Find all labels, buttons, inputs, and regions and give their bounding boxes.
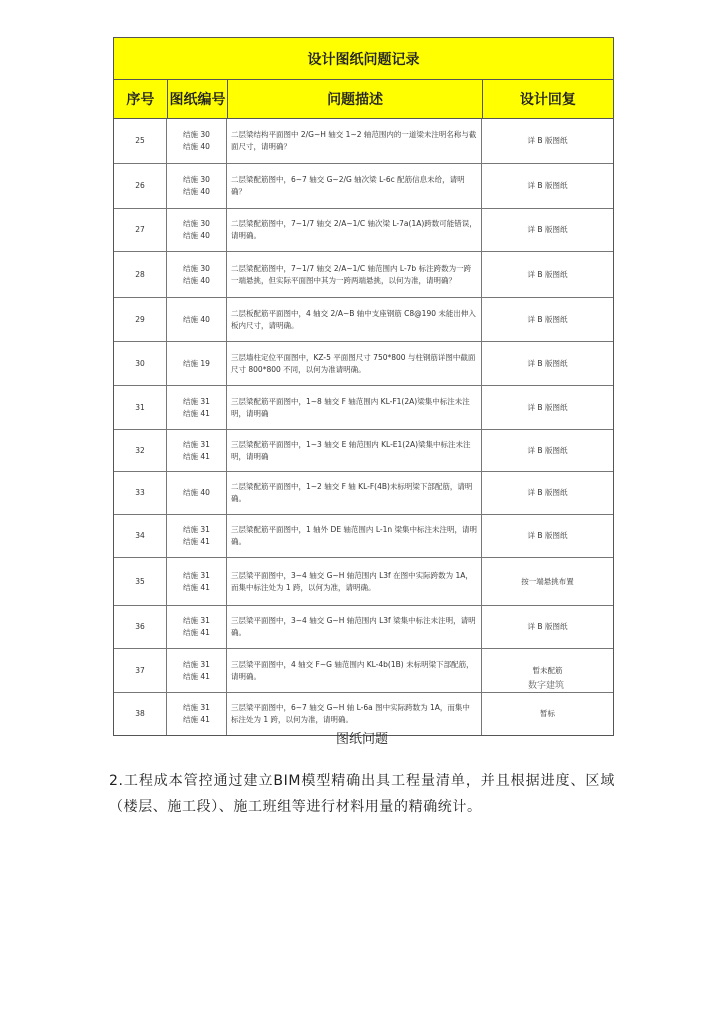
row-number: 28 <box>114 252 167 297</box>
table-body <box>114 119 613 735</box>
figure-caption: 图纸问题 <box>335 732 388 747</box>
row-number: 33 <box>114 472 167 514</box>
row-problem-description: 三层梁平面图中，4 轴交 F~G 轴范围内 KL-4b(1B) 未标明梁下部配筋，请明确。 <box>227 649 482 692</box>
drawing-code: 结施 41 <box>183 671 210 681</box>
row-design-reply: 详 B 版图纸 <box>527 622 568 632</box>
row-design-reply: 详 B 版图纸 <box>527 531 568 541</box>
row-drawing-number <box>167 298 227 341</box>
drawing-code: 结施 41 <box>183 582 210 592</box>
row-number: 34 <box>114 515 167 557</box>
row-design-reply: 按一端悬挑布置 <box>521 576 574 586</box>
table-row <box>114 386 613 430</box>
body-paragraph: 2.工程成本管控通过建立BIM模型精确出具工程量清单，并且根据进度、区域（楼层、施工段）、施工班组等进行材料用量的精确统计。 <box>109 773 615 815</box>
table-row <box>114 164 613 209</box>
row-problem-description: 二层板配筋平面图中，4 轴交 2/A~B 轴中支座钢筋 C8@190 未能出伸入板内尺寸，请明确。 <box>227 298 482 341</box>
row-problem-description: 二层梁配筋平面图中，1~2 轴交 F 轴 KL-F(4B)未标明梁下部配筋，请明确。 <box>227 472 482 514</box>
row-problem-description: 三层墙柱定位平面图中，KZ-5 平面图尺寸 750*800 与柱钢筋详图中截面尺寸 800*800 不同，以何为准请明确。 <box>227 342 482 385</box>
row-drawing-number <box>167 209 227 251</box>
drawing-code: 结施 40 <box>183 231 210 240</box>
row-design-reply: 详 B 版图纸 <box>527 402 568 412</box>
drawing-code: 结施 31 <box>183 525 210 535</box>
drawing-code: 结施 31 <box>183 439 210 449</box>
table-row <box>114 252 613 298</box>
drawing-code: 结施 31 <box>183 659 210 669</box>
row-number: 27 <box>114 209 167 251</box>
row-number: 29 <box>114 298 167 341</box>
row-drawing-number <box>167 342 227 385</box>
row-drawing-number <box>167 649 227 692</box>
drawing-code: 结施 40 <box>183 142 210 151</box>
header-design-reply: 设计回复 <box>519 92 576 108</box>
row-problem-description: 三层梁平面图中，6~7 轴交 G~H 轴 L-6a 图中实际跨数为 1A，而集中标注处为 1 跨，以何为准，请明确。 <box>227 693 482 735</box>
table-row <box>114 298 613 342</box>
row-design-reply: 详 B 版图纸 <box>527 225 568 235</box>
drawing-code: 结施 30 <box>183 263 210 273</box>
header-no: 序号 <box>114 80 168 118</box>
row-design-reply: 暂未配筋 <box>532 665 563 675</box>
drawing-code: 结施 31 <box>183 396 210 406</box>
table-row <box>114 209 613 252</box>
drawing-code: 结施 30 <box>183 175 210 185</box>
row-drawing-number <box>167 164 227 208</box>
row-drawing-number <box>167 515 227 557</box>
drawing-code: 结施 40 <box>183 314 210 324</box>
drawing-code: 结施 31 <box>183 570 210 580</box>
watermark: 数字建筑 <box>528 681 565 691</box>
row-problem-description: 三层梁配筋平面图中，1 轴外 DE 轴范围内 L-1n 梁集中标注未注明，请明确。 <box>227 515 482 557</box>
row-problem-description: 三层梁配筋平面图中，1~8 轴交 F 轴范围内 KL-F1(2A)梁集中标注未注明，请明确 <box>227 386 482 429</box>
row-number: 32 <box>114 430 167 471</box>
row-problem-description: 二层梁配筋图中，7~1/7 轴交 2/A~1/C 轴范围内 L-7b 标注跨数为一跨一端悬挑，但实际平面图中其为一跨两端悬挑，以何为准，请明确？ <box>227 252 482 297</box>
row-drawing-number <box>167 430 227 471</box>
drawing-code: 结施 30 <box>183 130 210 140</box>
problem-record-table <box>113 37 614 736</box>
row-design-reply: 详 B 版图纸 <box>527 136 568 146</box>
table-row <box>114 119 613 164</box>
row-number: 37 <box>114 649 167 692</box>
row-drawing-number <box>167 252 227 297</box>
header-problem-description: 问题描述 <box>228 80 482 118</box>
row-design-reply: 详 B 版图纸 <box>527 269 568 279</box>
row-number: 36 <box>114 606 167 648</box>
row-drawing-number <box>167 472 227 514</box>
header-drawing-number: 图纸编号 <box>168 80 229 118</box>
table-row <box>114 430 613 472</box>
drawing-code: 结施 40 <box>183 187 210 196</box>
table-row <box>114 515 613 558</box>
drawing-code: 结施 40 <box>183 275 210 285</box>
row-problem-description: 三层梁平面图中，3~4 轴交 G~H 轴范围内 L3f 梁集中标注未注明，请明确。 <box>227 606 482 648</box>
table-row <box>114 558 613 606</box>
row-number: 26 <box>114 164 167 208</box>
drawing-code: 结施 41 <box>183 408 210 418</box>
drawing-code: 结施 30 <box>183 219 210 229</box>
row-number: 35 <box>114 558 167 605</box>
row-drawing-number <box>167 606 227 648</box>
drawing-code: 结施 41 <box>183 451 210 461</box>
drawing-code: 结施 41 <box>183 628 210 637</box>
row-number: 30 <box>114 342 167 385</box>
row-drawing-number <box>167 386 227 429</box>
row-problem-description: 三层梁配筋平面图中，1~3 轴交 E 轴范围内 KL-E1(2A)梁集中标注未注明，请明确 <box>227 430 482 471</box>
row-design-reply: 暂标 <box>540 709 555 719</box>
row-drawing-number <box>167 558 227 605</box>
drawing-code: 结施 40 <box>183 488 210 498</box>
row-design-reply: 详 B 版图纸 <box>527 488 568 498</box>
row-problem-description: 二层梁配筋图中，6~7 轴交 G~2/G 轴次梁 L-6c 配筋信息未给，请明确？ <box>227 164 482 208</box>
table-row <box>114 606 613 649</box>
row-drawing-number <box>167 119 227 163</box>
drawing-code: 结施 19 <box>183 358 210 368</box>
table-row <box>114 472 613 515</box>
row-number: 25 <box>114 119 167 163</box>
row-design-reply: 详 B 版图纸 <box>527 314 568 324</box>
drawing-code: 结施 41 <box>183 715 210 724</box>
drawing-code: 结施 31 <box>183 616 210 626</box>
drawing-code: 结施 31 <box>183 703 210 713</box>
row-number: 38 <box>114 693 167 735</box>
table-row <box>114 342 613 386</box>
row-design-reply: 详 B 版图纸 <box>527 181 568 191</box>
row-design-reply: 详 B 版图纸 <box>527 358 568 368</box>
table-title: 设计图纸问题记录 <box>114 38 613 80</box>
row-design-reply: 详 B 版图纸 <box>527 445 568 455</box>
row-problem-description: 二层梁配筋图中，7~1/7 轴交 2/A~1/C 轴次梁 L-7a(1A)跨数可能错误，请明确。 <box>227 209 482 251</box>
row-problem-description: 二层梁结构平面图中 2/G~H 轴交 1~2 轴范围内的一道梁未注明名称与截面尺寸，请明确？ <box>227 119 482 163</box>
table-header-row <box>114 80 613 119</box>
row-number: 31 <box>114 386 167 429</box>
row-problem-description: 三层梁平面图中，3~4 轴交 G~H 轴范围内 L3f 在图中实际跨数为 1A，而集中标注处为 1 跨，以何为准，请明确。 <box>227 558 482 605</box>
drawing-code: 结施 41 <box>183 537 210 546</box>
